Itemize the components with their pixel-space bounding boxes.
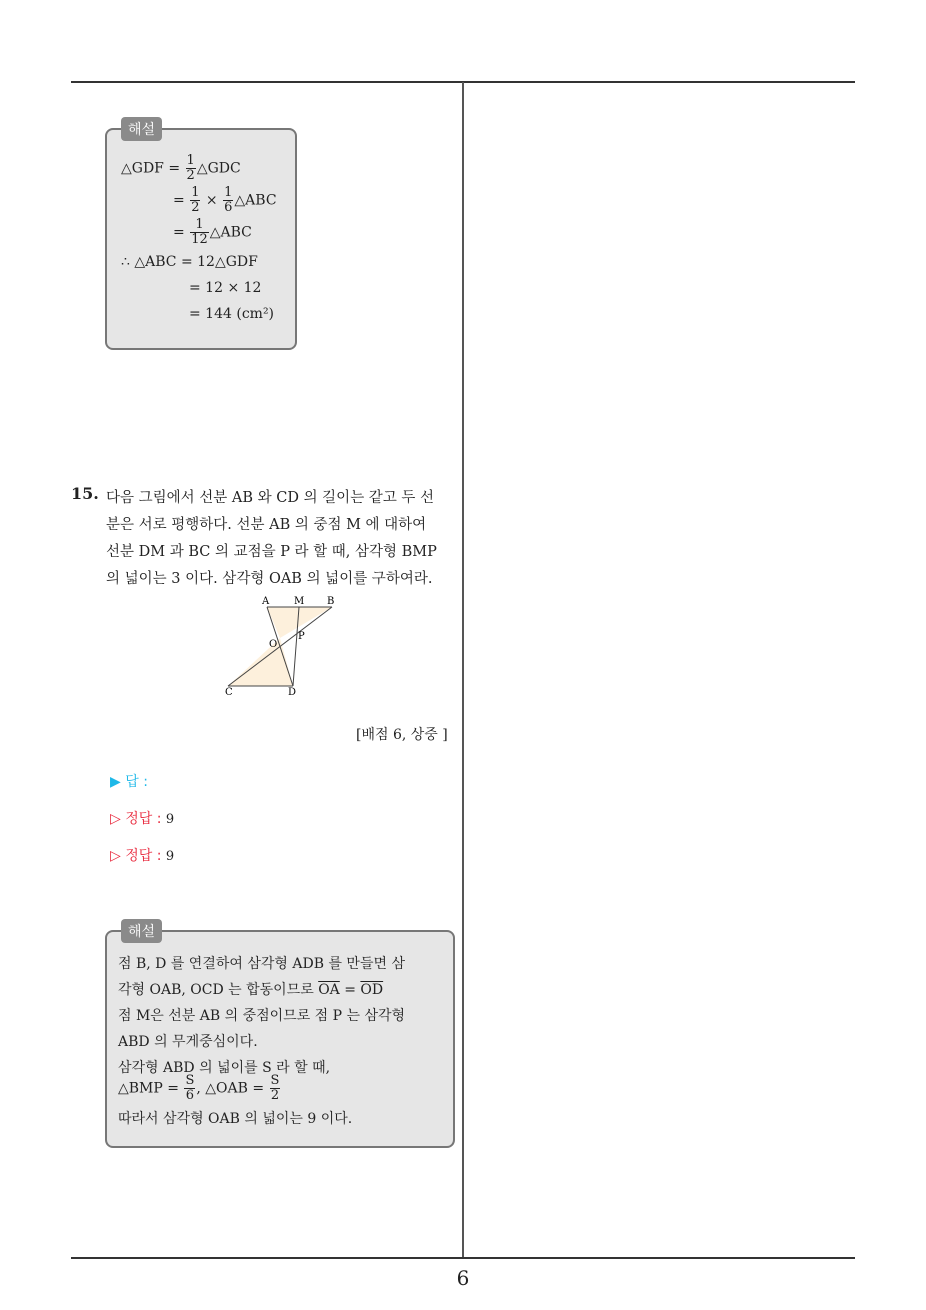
solution2-line-2: 각형 OAB, OCD 는 합동이므로 $\overline{OA} = \overline{OD}$ [118,982,384,998]
solution2-line-4: ABD 의 무게중심이다. [118,1034,258,1050]
label-o: O [269,639,278,650]
label-p: P [298,631,305,642]
solution2-line-1: 점 B, D 를 연결하여 삼각형 ADB 를 만들면 삼 [118,956,405,972]
solution-label: 해설 [121,117,162,141]
page-number: 6 [456,1266,470,1290]
answer-blank-row: ▶ 답 : [110,774,148,790]
solution-label: 해설 [121,919,162,943]
solution2-line-5: 삼각형 ABD 의 넓이를 S 라 할 때, [118,1060,331,1076]
geometry-figure [220,592,350,698]
correct-answer-row-1: ▷ 정답 : 9 [110,811,175,827]
solution-line-2: = $\frac{1}{2}$ × $\frac{1}{6}$ △ABC [173,185,277,215]
correct-answer-row-2: ▷ 정답 : 9 [110,848,175,864]
bottom-rule [71,1257,855,1259]
solution-line-4: ∴ △ABC = 12△GDF [121,254,258,270]
label-b: B [327,596,335,607]
question-line-4: 의 넓이는 3 이다. 삼각형 OAB 의 넓이를 구하여라. [106,571,433,587]
solution2-line-7: 따라서 삼각형 OAB 의 넓이는 9 이다. [118,1111,353,1127]
label-d: D [288,687,297,698]
question-line-3: 선분 DM 과 BC 의 교점을 P 라 할 때, 삼각형 BMP [106,544,437,560]
solution-line-6: = 144 (cm²) [189,306,275,322]
column-divider [462,82,464,1258]
solution-line-5: = 12 × 12 [189,280,262,296]
label-a: A [262,596,270,607]
solution2-line-3: 점 M은 선분 AB 의 중점이므로 점 P 는 삼각형 [118,1008,406,1024]
points-difficulty: [배점 6, 상중 ] [356,727,448,743]
label-c: C [225,687,233,698]
question-number: 15. [71,484,99,503]
question-line-1: 다음 그림에서 선분 AB 와 CD 의 길이는 같고 두 선 [106,490,435,506]
label-m: M [294,596,305,607]
solution-line-3: = $\frac{1}{12}$ △ABC [173,217,252,247]
solution2-line-6: △BMP = $\frac{S}{6}$ , △OAB = $\frac{S}{2}$ [118,1073,280,1103]
solution-box-14 [105,122,297,350]
question-line-2: 분은 서로 평행하다. 선분 AB 의 중점 M 에 대하여 [106,517,427,533]
solution-line-1: △GDF = $\frac{1}{2}$ △GDC [121,153,241,183]
